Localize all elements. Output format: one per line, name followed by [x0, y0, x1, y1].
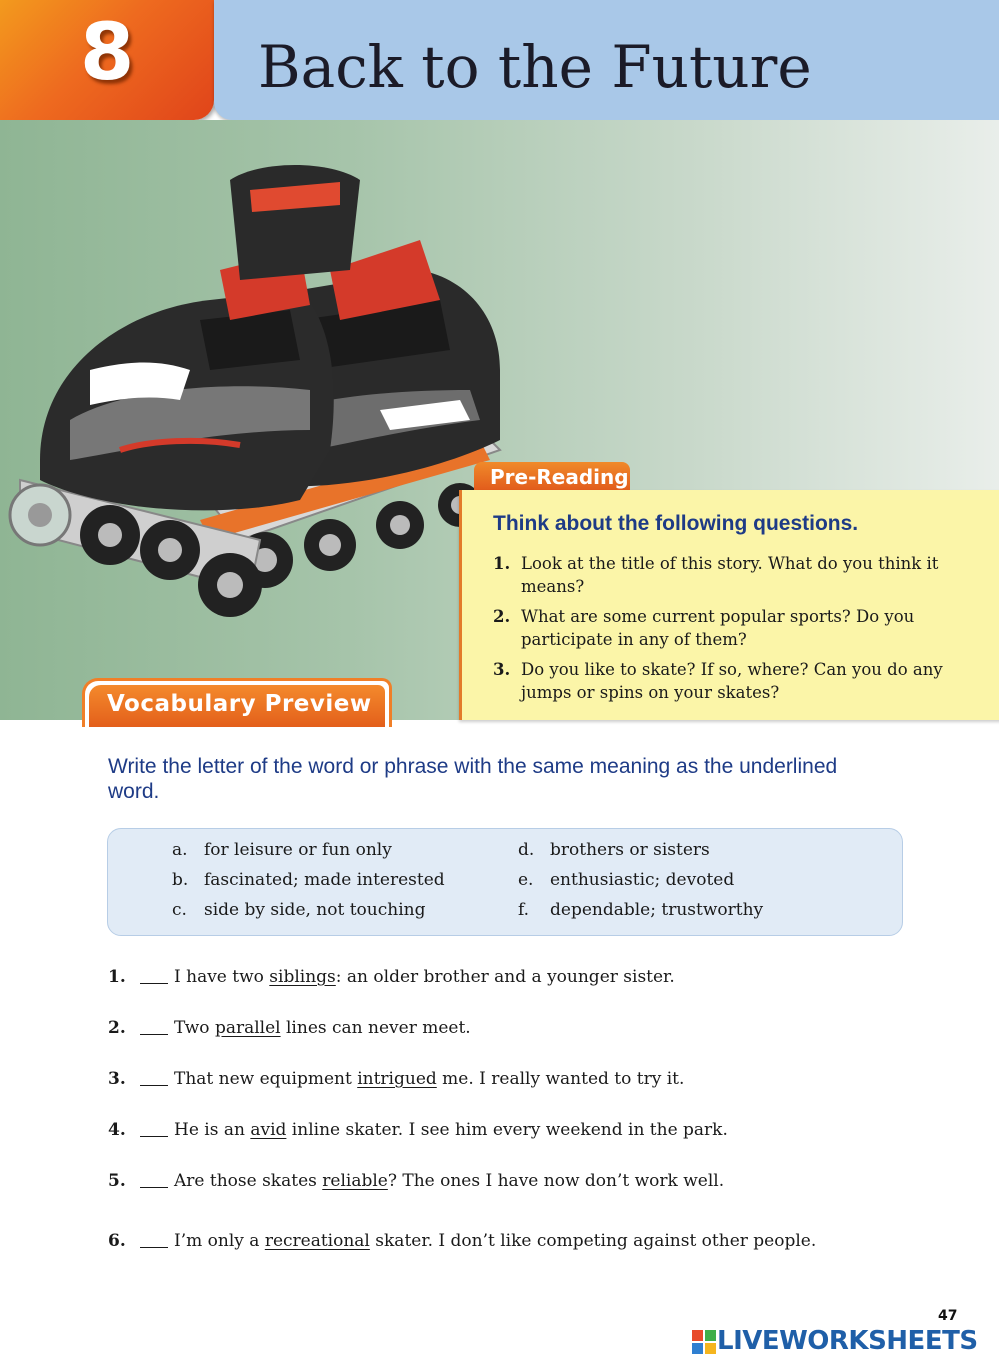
question-number: 2. [493, 607, 511, 626]
pre-reading-question [493, 658, 953, 704]
sentence-before: I have two [174, 967, 270, 987]
item-number: 4. [108, 1120, 126, 1140]
underlined-word: recreational [264, 1231, 370, 1251]
sentence-after: skater. I don’t like competing against other people. [369, 1231, 817, 1251]
question-text: What are some current popular sports? Do you participate in any of them? [521, 607, 915, 649]
unit-badge [0, 0, 214, 120]
vocabulary-instruction: Write the letter of the word or phrase with the same meaning as the underlined word. [108, 755, 838, 803]
question-number: 3. [493, 660, 511, 679]
pre-reading-question [493, 552, 953, 598]
question-text: Look at the title of this story. What do you think it means? [521, 554, 939, 596]
answer-blank[interactable] [140, 1136, 168, 1137]
choice-text: for leisure or fun only [204, 840, 392, 860]
sentence-before: Are those skates [174, 1171, 323, 1191]
item-sentence [174, 1231, 816, 1251]
page-title: Back to the Future [258, 33, 812, 101]
answer-choices-box [107, 828, 903, 936]
underlined-word: intrigued [357, 1069, 437, 1089]
pre-reading-box [459, 490, 999, 720]
item-sentence [174, 1171, 724, 1191]
item-sentence [174, 1069, 684, 1089]
pre-reading-label: Pre-Reading [490, 465, 629, 489]
answer-blank[interactable] [140, 1247, 168, 1248]
question-text: Do you like to skate? If so, where? Can you do any jumps or spins on your skates? [521, 660, 943, 702]
question-number: 1. [493, 554, 511, 573]
item-number: 2. [108, 1018, 126, 1038]
choice-letter: f. [518, 900, 530, 920]
choice-letter: c. [172, 900, 187, 920]
underlined-word: reliable [322, 1171, 388, 1191]
sentence-before: I’m only a [174, 1231, 265, 1251]
liveworksheets-blocks-icon [692, 1330, 716, 1354]
sentence-before: Two [174, 1018, 215, 1038]
sentence-after: inline skater. I see him every weekend in the park. [286, 1120, 728, 1140]
choice-text: side by side, not touching [204, 900, 426, 920]
vocabulary-tab-fill [89, 685, 385, 727]
item-number: 1. [108, 967, 126, 987]
underlined-word: siblings [269, 967, 336, 987]
sentence-after: lines can never meet. [280, 1018, 471, 1038]
underlined-word: avid [250, 1120, 287, 1140]
item-number: 6. [108, 1231, 126, 1251]
choice-letter: b. [172, 870, 189, 890]
choice-text: enthusiastic; devoted [550, 870, 735, 890]
item-sentence [174, 1018, 471, 1038]
sentence-before: He is an [174, 1120, 251, 1140]
sentence-before: That new equipment [174, 1069, 358, 1089]
sentence-after: : an older brother and a younger sister. [335, 967, 675, 987]
item-sentence [174, 967, 675, 987]
answer-blank[interactable] [140, 983, 168, 984]
item-number: 3. [108, 1069, 126, 1089]
item-sentence [174, 1120, 728, 1140]
underlined-word: parallel [214, 1018, 281, 1038]
answer-blank[interactable] [140, 1034, 168, 1035]
choice-letter: a. [172, 840, 188, 860]
pre-reading-heading: Think about the following questions. [493, 512, 859, 535]
item-number: 5. [108, 1171, 126, 1191]
liveworksheets-wordmark: LIVEWORKSHEETS [717, 1326, 978, 1356]
sentence-after: ? The ones I have now don’t work well. [387, 1171, 725, 1191]
answer-blank[interactable] [140, 1085, 168, 1086]
choice-text: dependable; trustworthy [550, 900, 764, 920]
unit-number: 8 [80, 8, 135, 98]
answer-blank[interactable] [140, 1187, 168, 1188]
page-number: 47 [938, 1308, 958, 1324]
sentence-after: me. I really wanted to try it. [436, 1069, 685, 1089]
pre-reading-question [493, 605, 953, 651]
title-bar [214, 0, 999, 120]
choice-text: brothers or sisters [550, 840, 710, 860]
vocabulary-preview-tab [82, 678, 392, 727]
choice-text: fascinated; made interested [204, 870, 445, 890]
choice-letter: e. [518, 870, 534, 890]
choice-letter: d. [518, 840, 535, 860]
vocabulary-preview-label: Vocabulary Preview [107, 691, 372, 717]
